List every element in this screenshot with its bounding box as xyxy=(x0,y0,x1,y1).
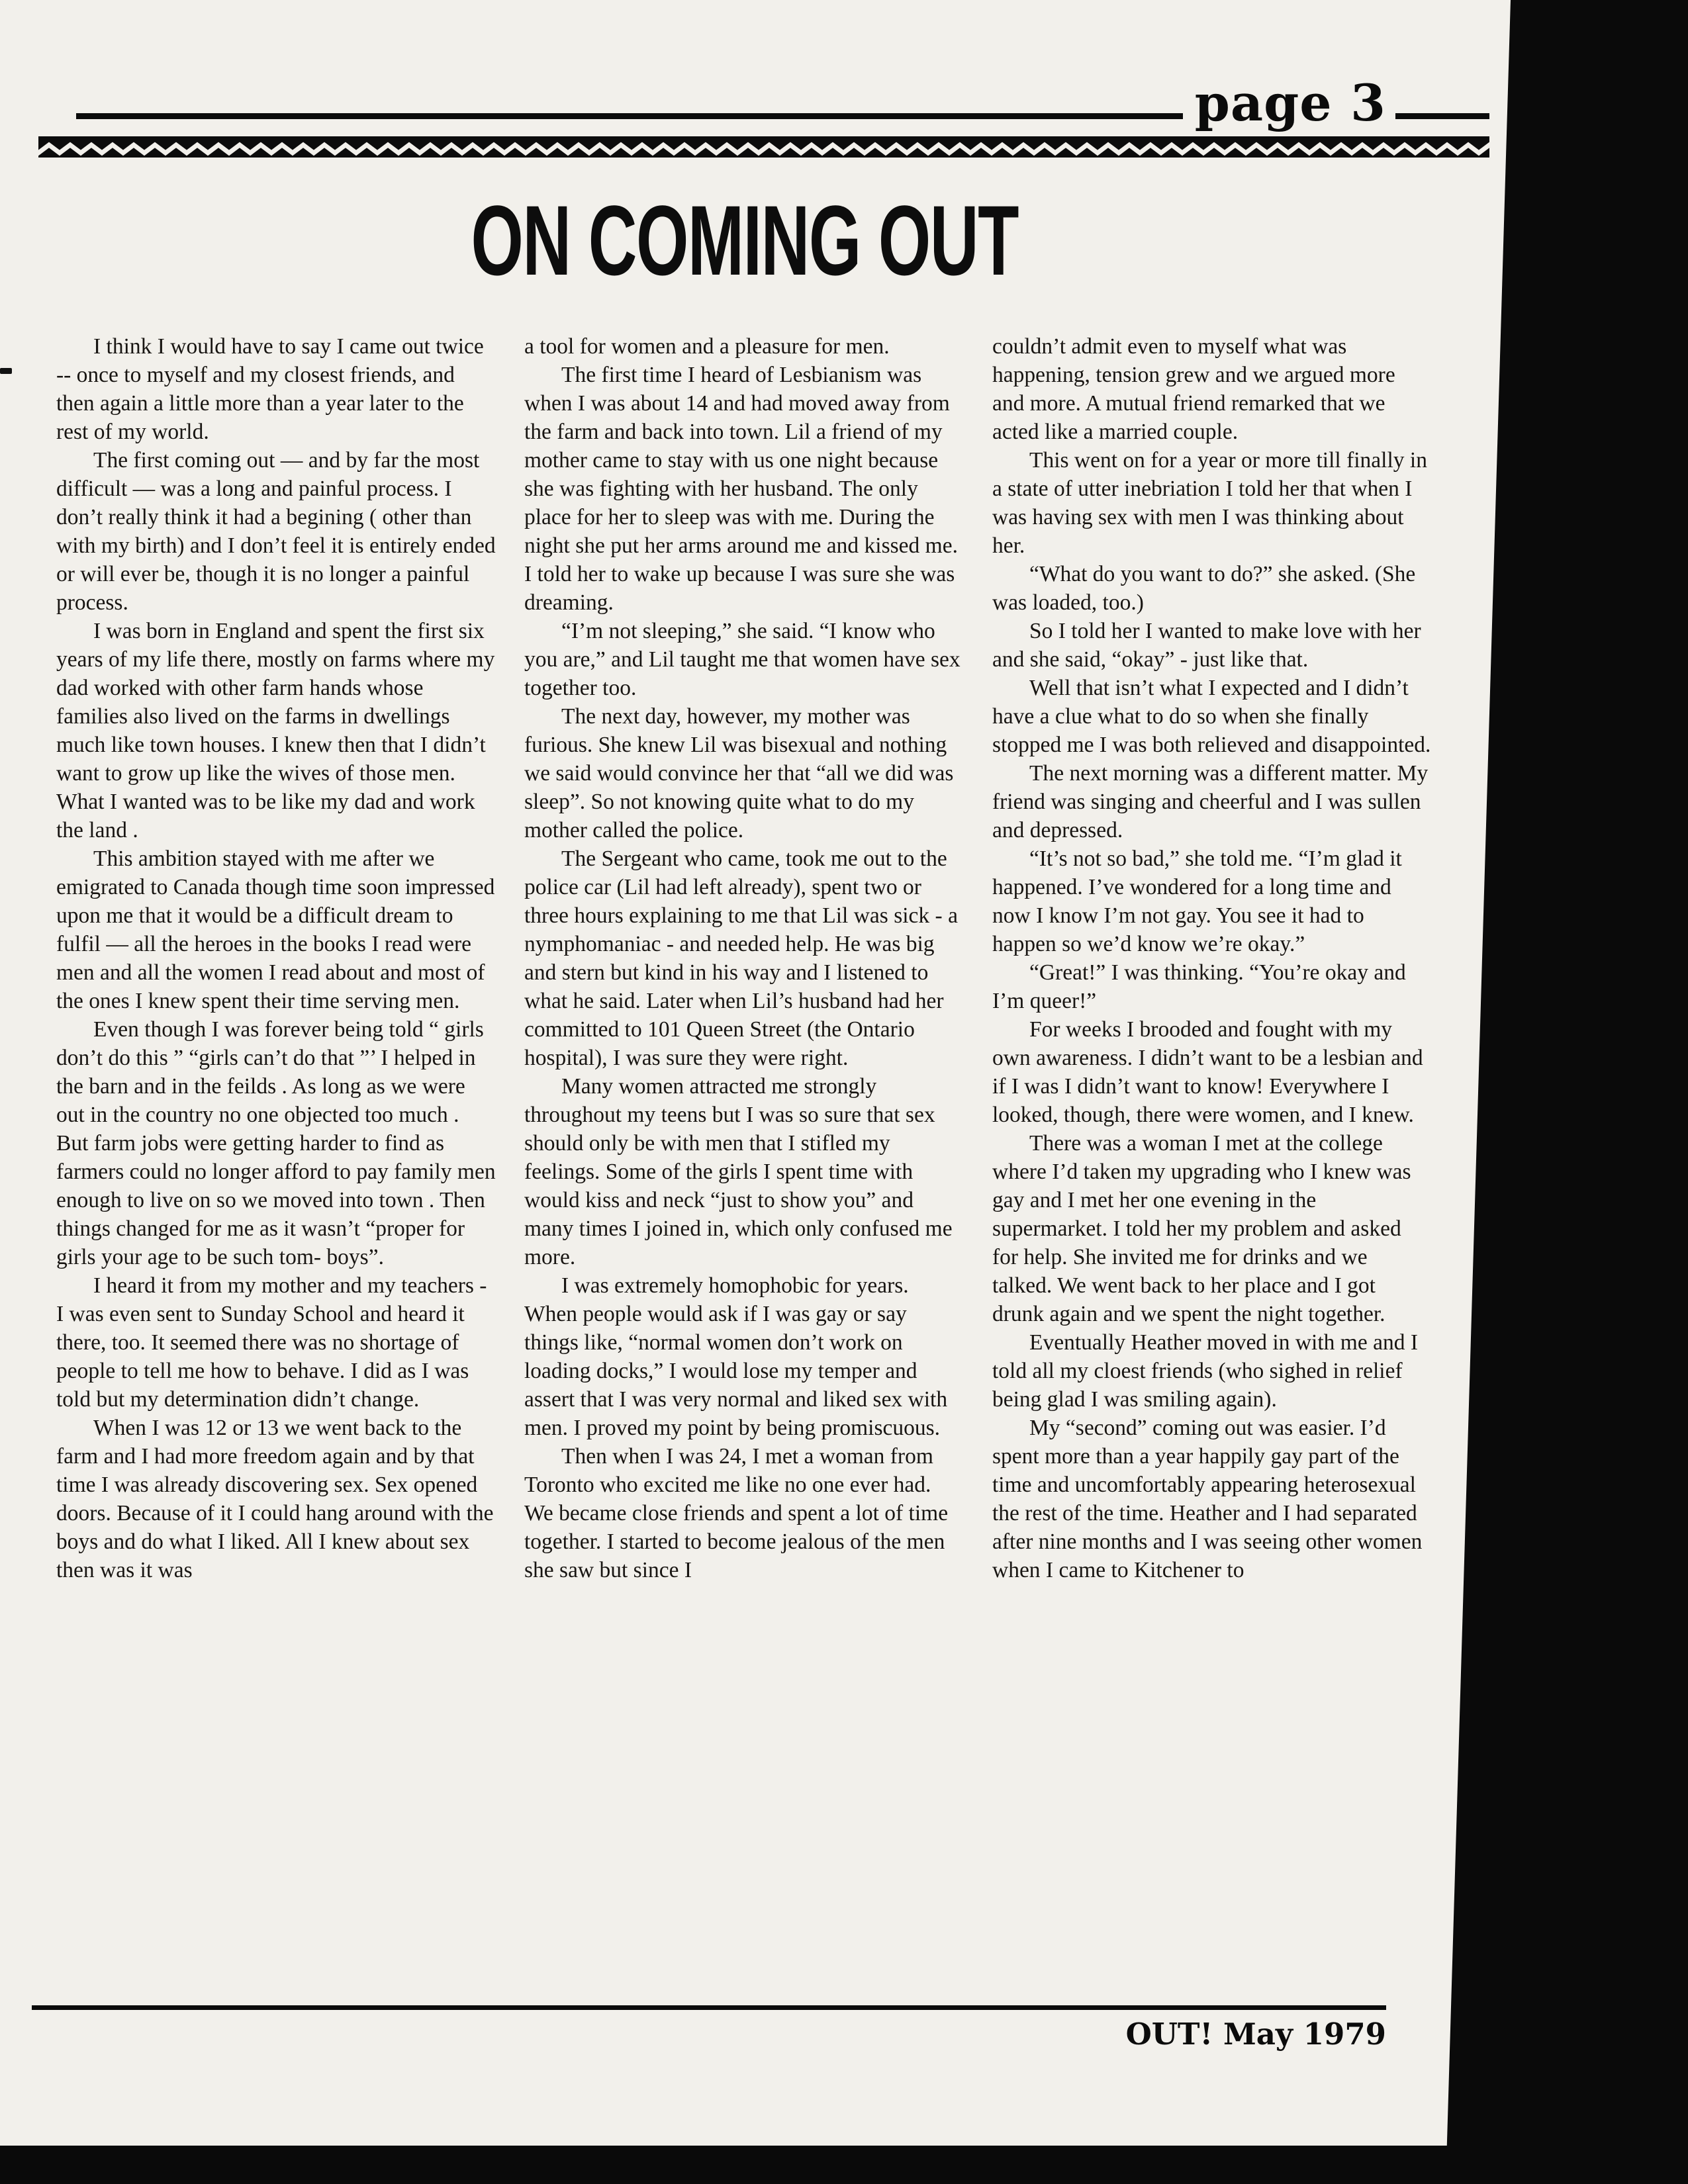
text-column xyxy=(56,332,496,1967)
paragraph: My “second” coming out was easier. I’d spent more than a year happily gay part of the time and uncomfortably appearing heterosexual the rest of the time. Heather and I had separated after nine months and I was seeing other women when I came to Kitchener to xyxy=(992,1416,1423,1582)
paragraph: I think I would have to say I came out twice -- once to myself and my closest friends, and then again a little more than a year later to the rest of my world. xyxy=(56,334,484,444)
paragraph: I was born in England and spent the first six years of my life there, mostly on farms where my dad worked with other farm hands whose families also lived on the farms in dwellings much like town houses. I knew then that I didn’t want to grow up like the wives of those men. What I wanted was to be like my dad and work the land . xyxy=(56,619,495,842)
paragraph: The Sergeant who came, took me out to the police car (Lil had left already), spent two or three hours explaining to me that Lil was sick - a nymphomaniac - and needed help. He was big and stern but kind in his way and I listened to what he said. Later when Lil’s husband had her committed to 101 Queen Street (the Ontario hospital), I was sure they were right. xyxy=(524,846,958,1070)
paragraph: couldn’t admit even to myself what was happening, tension grew and we argued more and more. A mutual friend remarked that we acted like a married couple. xyxy=(992,334,1395,444)
text-column xyxy=(992,332,1432,1967)
scan-edge-right xyxy=(1446,0,1688,2184)
paragraph: “It’s not so bad,” she told me. “I’m glad it happened. I’ve wondered for a long time and now I know I’m not gay. You see it had to happen so we’d know we’re okay.” xyxy=(992,846,1402,956)
paragraph: Well that isn’t what I expected and I didn’t have a clue what to do so when she finally stopped me I was both relieved and disappointed. xyxy=(992,676,1431,757)
paragraph: The next morning was a different matter. My friend was singing and cheerful and I was sullen and depressed. xyxy=(992,761,1429,842)
braid-border xyxy=(38,136,1489,163)
paragraph: I was extremely homophobic for years. When people would ask if I was gay or say things like, “normal women don’t work on loading docks,” I would lose my temper and assert that I was very normal and liked sex with men. I proved my point by being promiscuous. xyxy=(524,1273,948,1440)
article-title: ON COMING OUT xyxy=(471,185,1019,296)
paragraph: This ambition stayed with me after we emigrated to Canada though time soon impressed upon me that it would be a difficult dream to fulfil — all the heroes in the books I read were men and all the women I read about and most of the ones I knew spent their time serving men. xyxy=(56,846,495,1013)
paragraph: The first time I heard of Lesbianism was when I was about 14 and had moved away from the farm and back into town. Lil a friend of my mother came to stay with us one night because she was fighting with her husband. The only place for her to sleep was with me. During the night she put her arms around me and kissed me. I told her to wake up because I was sure she was dreaming. xyxy=(524,363,958,615)
paragraph: Even though I was forever being told “ girls don’t do this ” “girls can’t do that ”’ I helped in the barn and in the feilds . As long as we were out in the country no one objected too much . But farm jobs were getting harder to find as farmers could no longer afford to pay family men enough to live on so we moved into town . Then things changed for me as it wasn’t “proper for girls your age to be such tom- boys”. xyxy=(56,1017,496,1269)
paragraph: a tool for women and a pleasure for men. xyxy=(524,334,890,359)
header-rule-right xyxy=(1395,113,1489,119)
article-title-wrap xyxy=(56,185,1433,296)
paragraph: Many women attracted me strongly throughout my teens but I was so sure that sex should only be with men that I stifled my feelings. Some of the girls I spent time with would kiss and neck “just to show you” and many times I joined in, which only confused me more. xyxy=(524,1074,953,1269)
header-rule-left xyxy=(76,113,1183,119)
paragraph: When I was 12 or 13 we went back to the farm and I had more freedom again and by that time I was already discovering sex. Sex opened doors. Because of it I could hang around with the boys and do what I liked. All I knew about sex then was it was xyxy=(56,1416,494,1582)
paragraph: This went on for a year or more till finally in a state of utter inebriation I told her that when I was having sex with men I was thinking about her. xyxy=(992,448,1427,558)
scan-speck xyxy=(0,368,12,374)
paragraph: “What do you want to do?” she asked. (She was loaded, too.) xyxy=(992,562,1416,615)
paragraph: Eventually Heather moved in with me and I told all my cloest friends (who sighed in relief being glad I was smiling again). xyxy=(992,1330,1419,1412)
paragraph: Then when I was 24, I met a woman from Toronto who excited me like no one ever had. We became close friends and spent a lot of time together. I started to become jealous of the men she saw but since I xyxy=(524,1444,949,1582)
page-number-label: page 3 xyxy=(1194,73,1386,132)
paragraph: I heard it from my mother and my teachers - I was even sent to Sunday School and heard it there, too. It seemed there was no shortage of people to tell me how to behave. I did as I was told but my determination didn’t change. xyxy=(56,1273,487,1412)
paragraph: The next day, however, my mother was furious. She knew Lil was bisexual and nothing we said would convince her that “all we did was sleep”. So not knowing quite what to do my mother called the police. xyxy=(524,704,954,842)
footer-rule xyxy=(32,2005,1386,2010)
paragraph: “Great!” I was thinking. “You’re okay and I’m queer!” xyxy=(992,960,1406,1013)
paragraph: The first coming out — and by far the most difficult — was a long and painful process. I don’t really think it had a begining ( other than with my birth) and I don’t feel it is entirely ended or will ever be, though it is no longer a painful process. xyxy=(56,448,496,615)
article-columns xyxy=(56,332,1433,1967)
paragraph: So I told her I wanted to make love with her and she said, “okay” - just like that. xyxy=(992,619,1421,672)
paragraph: There was a woman I met at the college where I’d taken my upgrading who I knew was gay and I met her one evening in the supermarket. I told her my problem and asked for help. She invited me for drinks and we talked. We went back to her place and I got drunk again and we spent the night together. xyxy=(992,1131,1411,1326)
text-column xyxy=(524,332,964,1967)
footer-credit: OUT! May 1979 xyxy=(1125,2017,1386,2052)
paragraph: “I’m not sleeping,” she said. “I know who you are,” and Lil taught me that women have sex together too. xyxy=(524,619,961,700)
scan-edge-bottom xyxy=(0,2146,1688,2184)
page-header xyxy=(76,73,1489,132)
paragraph: For weeks I brooded and fought with my own awareness. I didn’t want to be a lesbian and if I was I didn’t want to know! Everywhere I looked, though, there were women, and I knew. xyxy=(992,1017,1423,1127)
